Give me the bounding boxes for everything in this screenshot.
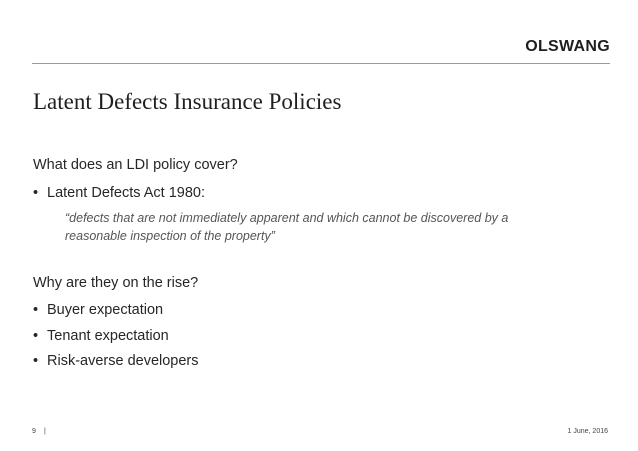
bullet-tenant-expectation — [33, 328, 169, 344]
bullet-label: Risk-averse developers — [47, 353, 199, 369]
bullet-label: Buyer expectation — [47, 302, 164, 318]
bullet-buyer-expectation — [33, 302, 163, 318]
bullet-dot: • — [33, 328, 39, 344]
page-number: 9 — [32, 428, 36, 435]
bullet-label: Tenant expectation — [47, 328, 169, 344]
bullet-dot: • — [33, 302, 39, 318]
bullet-risk-averse-developers — [33, 353, 199, 369]
bullet-dot: • — [33, 353, 39, 369]
defects-definition-quote: “defects that are not immediately apparent and which cannot be discovered by a reasonable inspection of the property” — [65, 211, 509, 243]
footer-separator: | — [44, 428, 46, 435]
footer-date: 1 June, 2016 — [567, 428, 608, 435]
olswang-logo: OLSWANG — [525, 38, 610, 55]
slide-title: Latent Defects Insurance Policies — [33, 89, 342, 114]
header-divider — [32, 63, 610, 64]
bullet-dot: • — [33, 185, 39, 201]
bullet-label: Latent Defects Act 1980: — [47, 185, 205, 201]
question-ldi-cover: What does an LDI policy cover? — [33, 157, 238, 173]
question-why-rise: Why are they on the rise? — [33, 275, 199, 291]
bullet-latent-defects-act — [33, 185, 205, 201]
